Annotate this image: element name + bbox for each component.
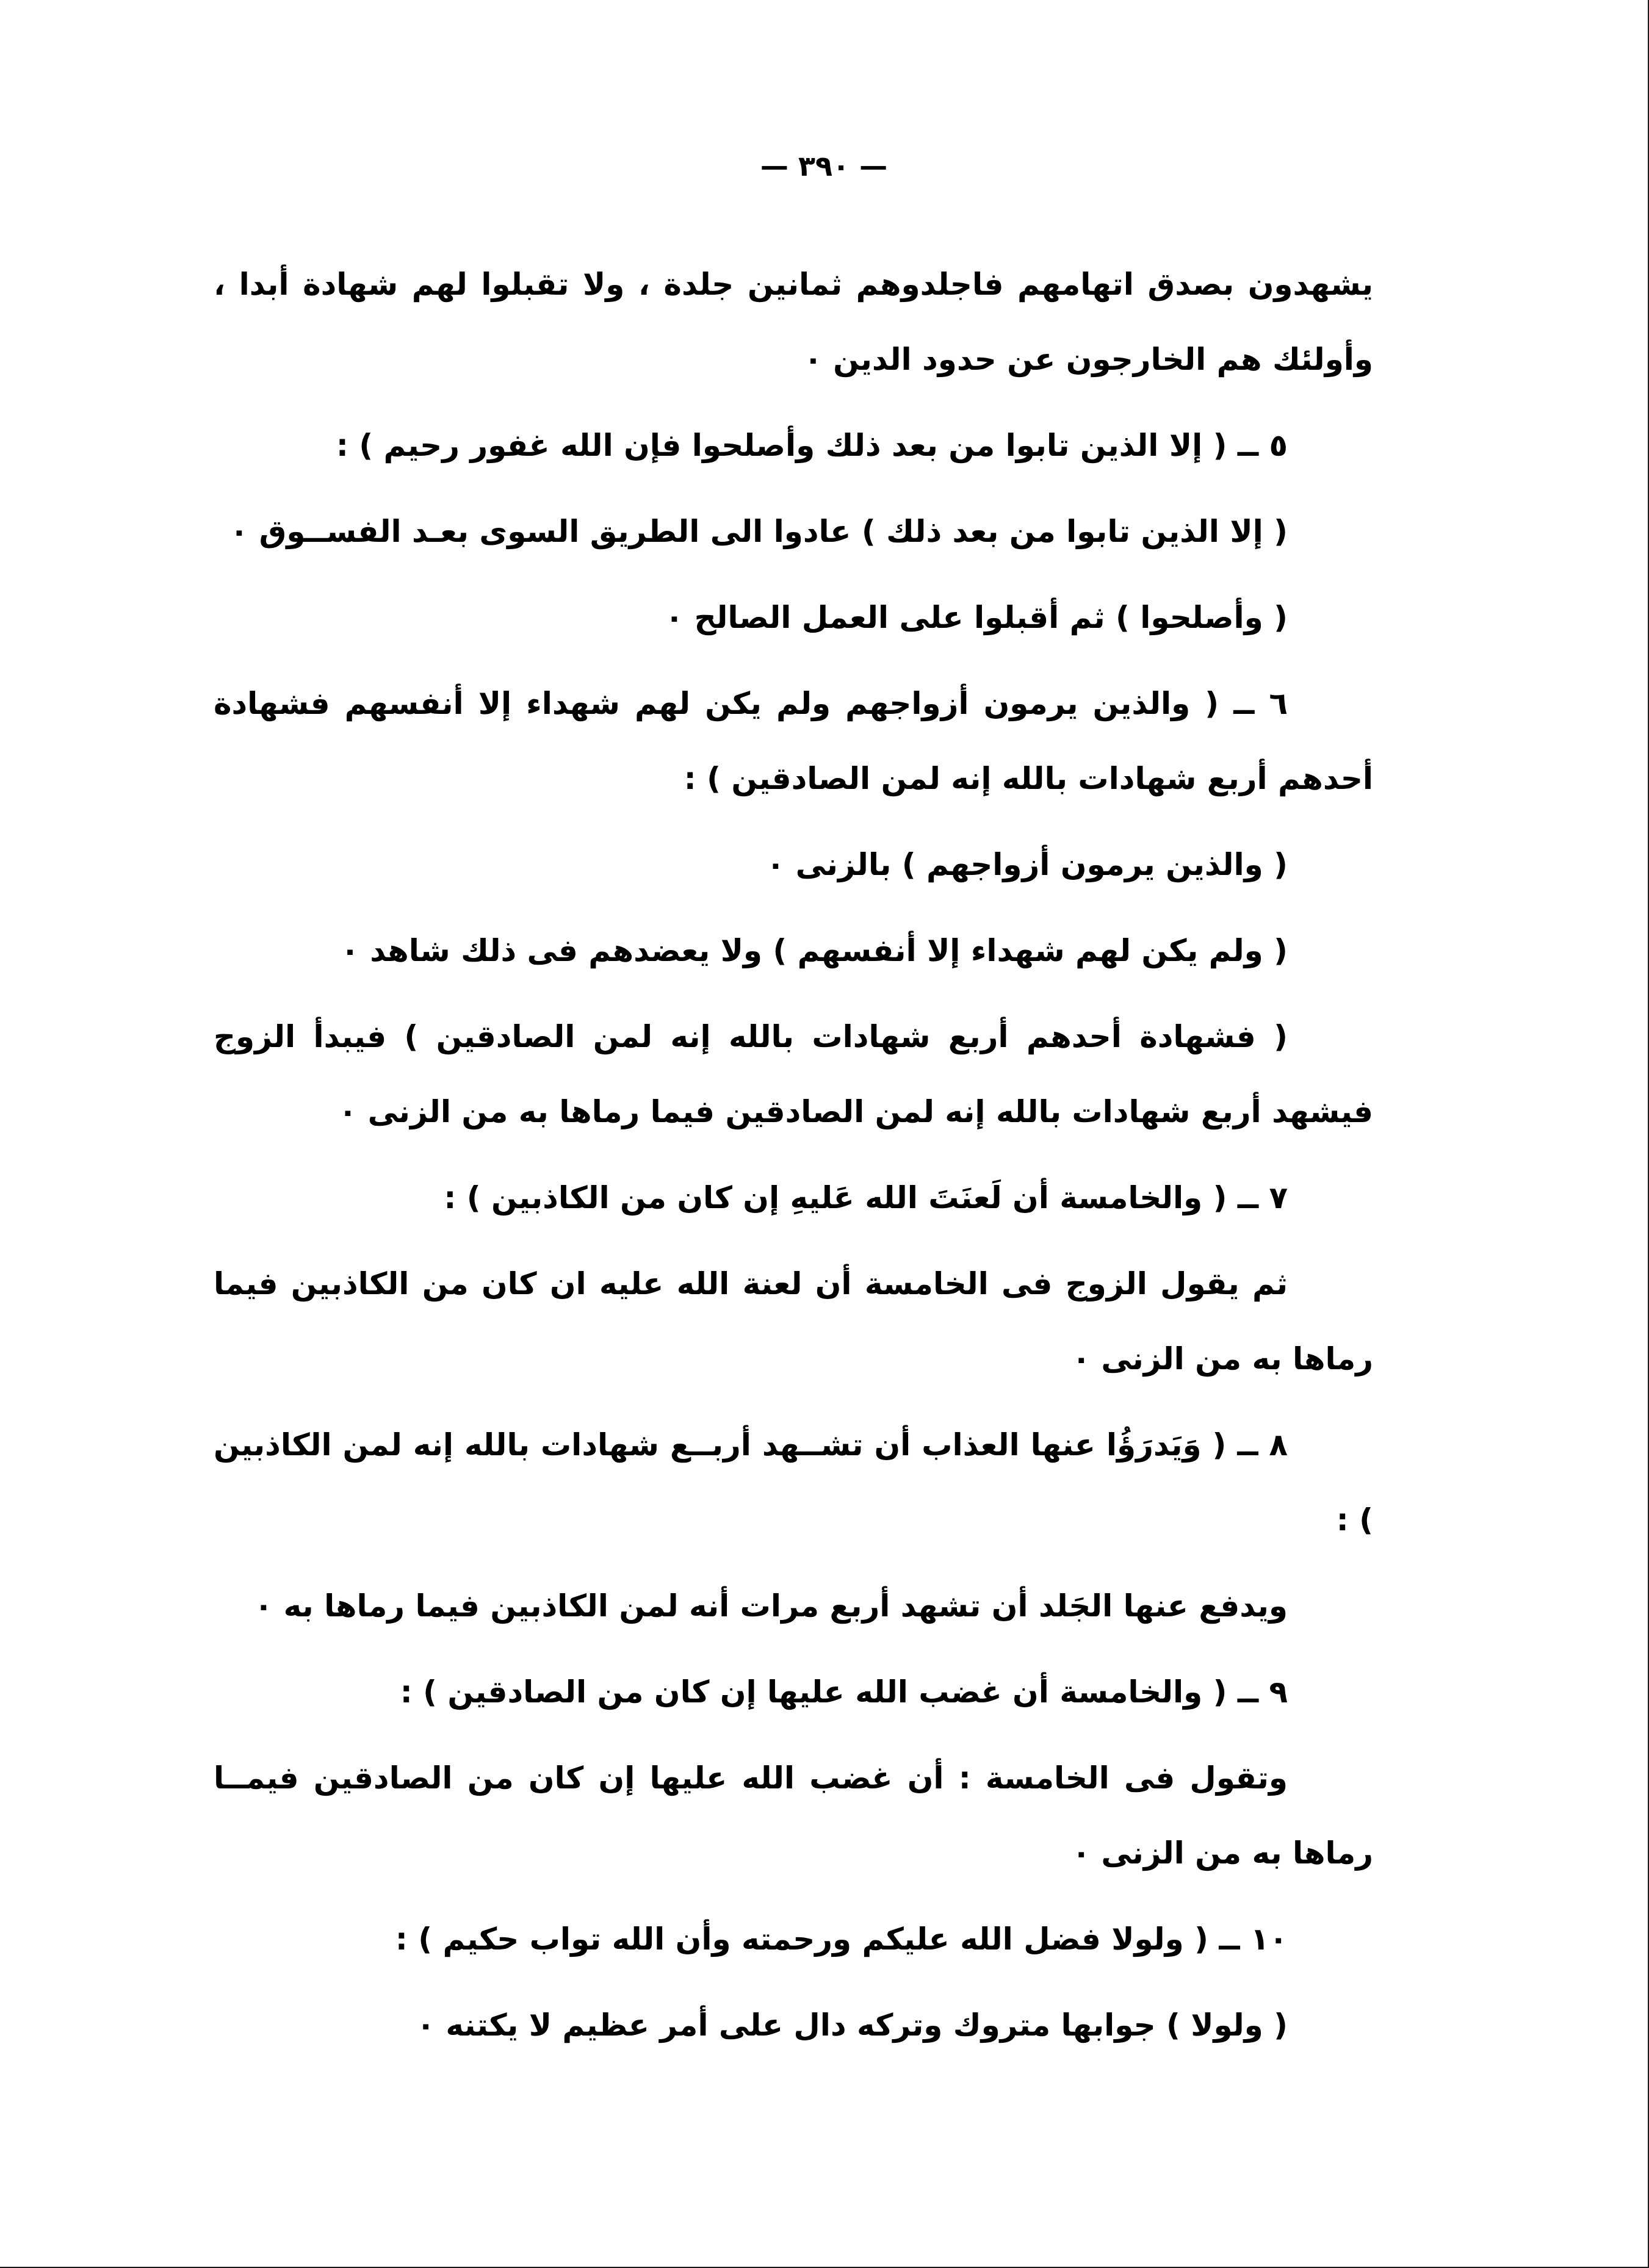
page-body — [214, 247, 1373, 2074]
commentary-paragraph: ( فشهادة أحدهم أربع شهادات بالله إنه لمن الصادقين ) فيبدأ الزوج فيشهد أربع شهادات بالله إنه لمن الصادقين فيما رماها به من الزنى ٠ — [214, 1019, 1373, 1129]
verse-8: ٨ ــ ( وَيَدرَؤُا عنها العذاب أن تشــهد أربــع شهادات بالله إنه لمن الكاذبين ) : — [214, 1427, 1373, 1538]
commentary-paragraph: ( والذين يرمون أزواجهم ) بالزنى ٠ — [766, 847, 1288, 882]
verse-10: ١٠ ــ ( ولولا فضل الله عليكم ورحمته وأن الله تواب حكيم ) : — [395, 1921, 1288, 1957]
verse-9: ٩ ــ ( والخامسة أن غضب الله عليها إن كان من الصادقين ) : — [400, 1674, 1288, 1710]
verse-7: ٧ ــ ( والخامسة أن لَعنَتَ الله عَليهِ إن كان من الكاذبين ) : — [444, 1180, 1288, 1215]
commentary-paragraph: ثم يقول الزوج فى الخامسة أن لعنة الله عليه ان كان من الكاذبين فيما رماها به من الزنى ٠ — [214, 1266, 1373, 1377]
commentary-paragraph: ( ولولا ) جوابها متروك وتركه دال على أمر عظيم لا يكتنه ٠ — [416, 2007, 1288, 2043]
commentary-paragraph: ( إلا الذين تابوا من بعد ذلك ) عادوا الى الطريق السوى بعـد الفســوق ٠ — [229, 514, 1288, 549]
commentary-paragraph: ويدفع عنها الجَلد أن تشهد أربع مرات أنه لمن الكاذبين فيما رماها به ٠ — [254, 1588, 1288, 1624]
verse-5: ٥ ــ ( إلا الذين تابوا من بعد ذلك وأصلحوا فإن الله غفور رحيم ) : — [336, 428, 1288, 463]
commentary-paragraph: ( ولم يكن لهم شهداء إلا أنفسهم ) ولا يعضدهم فى ذلك شاهد ٠ — [341, 933, 1288, 968]
commentary-paragraph: وتقول فى الخامسة : أن غضب الله عليها إن كان من الصادقين فيمــا رماها به من الزنى ٠ — [214, 1760, 1373, 1871]
commentary-paragraph: ( وأصلحوا ) ثم أقبلوا على العمل الصالح ٠ — [665, 600, 1288, 635]
page-number: — ٣٩٠ — — [760, 149, 888, 182]
verse-6: ٦ ــ ( والذين يرمون أزواجهم ولم يكن لهم شهداء إلا أنفسهم فشهادة أحدهم أربع شهادات بالله إنه لمن الصادقين ) : — [214, 686, 1373, 796]
paragraph-continuation: يشهدون بصدق اتهامهم فاجلدوهم ثمانين جلدة ، ولا تقبلوا لهم شهادة أبدا ، وأولئك هم الخارجون عن حدود الدين ٠ — [214, 267, 1373, 377]
